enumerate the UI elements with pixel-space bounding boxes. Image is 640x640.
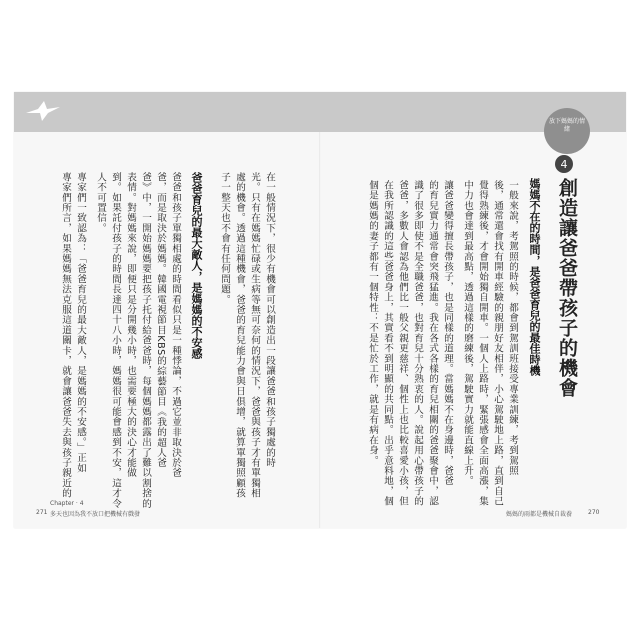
header-banner <box>14 92 626 132</box>
body-line: 在一般情況下，很少有機會可以創造出一段讓爸爸和孩子獨處的時 <box>264 172 275 468</box>
bird-icon <box>24 99 62 123</box>
book-spine <box>319 92 321 528</box>
body-line: 人不可置信。 <box>95 172 106 234</box>
body-line: 爸爸和孩子單獨相處的時間看似只是一種悸論，不過它並非取決於爸 <box>170 172 181 478</box>
body-line: 處的機會。透過這種機會，爸爸的育兒能力會與日俱增，就算單獨照顧孩 <box>234 172 245 499</box>
body-line: 表情。對媽媽來說，即便只是分開幾小時，也需要極大的決心才能做 <box>125 172 136 478</box>
body-line: 覺得熟練後，才會開始獨自開車。一個人上路時，緊張感會全面高漲，集 <box>477 180 488 507</box>
subheading-right: 媽媽不在的時間，是爸爸育兒的最佳時機 <box>528 178 541 376</box>
body-line: 到。如果託付孩子的時間長達四十八小時，媽媽很可能會感到不安，這才令 <box>110 172 121 509</box>
body-line: 在我所認識的這些爸爸身上，其實看不到明顯的共同點。出乎意料地，個 <box>382 180 393 507</box>
body-line: 一般來說，考駕照的時候，都會到駕訓班接受專業訓練，考到駕照 <box>507 180 518 476</box>
footer-right-page-number: 270 <box>588 509 600 516</box>
body-line: 子一整天也不會有任何問題。 <box>219 172 230 305</box>
body-line: 專家們一致認為：「爸爸育兒的最大敵人，是媽媽的不安感。」正如 <box>75 172 86 474</box>
body-line: 個是媽媽的妻子都有一個特性：不是忙於工作，就是有病在身。 <box>367 180 378 466</box>
footer-left-page-number: 271 <box>36 509 48 516</box>
subheading-left: 爸爸育兒的最大敵人，是媽媽的不安感 <box>190 172 203 359</box>
body-line: 爸，而是取決於媽媽。韓國電視節目KBS的綜藝節目《我的超人爸 <box>155 172 166 468</box>
chapter-number-badge: 4 <box>555 155 573 173</box>
footer-chapter: Chapter · 4 <box>50 500 84 507</box>
footer-left-running-title: 多天也因為我不放口把機械有戲發 <box>50 511 141 518</box>
body-line: 爸爸，多數人會認為他們比一般父親更慈祥、個性上也比較喜愛小孩，但 <box>397 180 408 507</box>
body-line: 的育兒實力通常會突飛猛進。我在各式各樣的育兒相關的爸爸聚會中，認 <box>427 180 438 507</box>
body-line: 光。只有在媽媽忙碌或生病等無可奈何的情況下，爸爸與孩子才有單獨相 <box>249 172 260 499</box>
page-title: 創造讓爸爸帶孩子的機會 <box>556 178 578 398</box>
balloon-label: 放下媽媽的情緒 <box>548 118 585 133</box>
body-line: 中力也會達到最高點，透過這樣的磨練後，駕駛實力就能直線上升。 <box>462 180 473 486</box>
body-line: 爸》中，一開始媽媽要把孩子托付給爸爸時，每個媽媽都露出了難以割捨的 <box>140 172 151 509</box>
body-line: 讓爸爸變得擅長帶孩子，也是同樣的道理。當媽媽不在身邊時，爸爸 <box>442 180 453 486</box>
body-line: 識了很多即使不是全職爸爸，也對育兒十分熟衷的人。說起用心帶孩子的 <box>412 180 423 507</box>
footer-right-running-title: 媽媽的雨都是機械自裁養 <box>506 511 573 518</box>
body-line: 專家們所言，如果媽媽無法克服這道關卡，就會讓爸爸失去與孩子親近的 <box>60 172 71 499</box>
body-line: 後，通常還會找有開車經驗的親朋好友相伴，小心駕駛地上路，直到自己 <box>492 180 503 507</box>
